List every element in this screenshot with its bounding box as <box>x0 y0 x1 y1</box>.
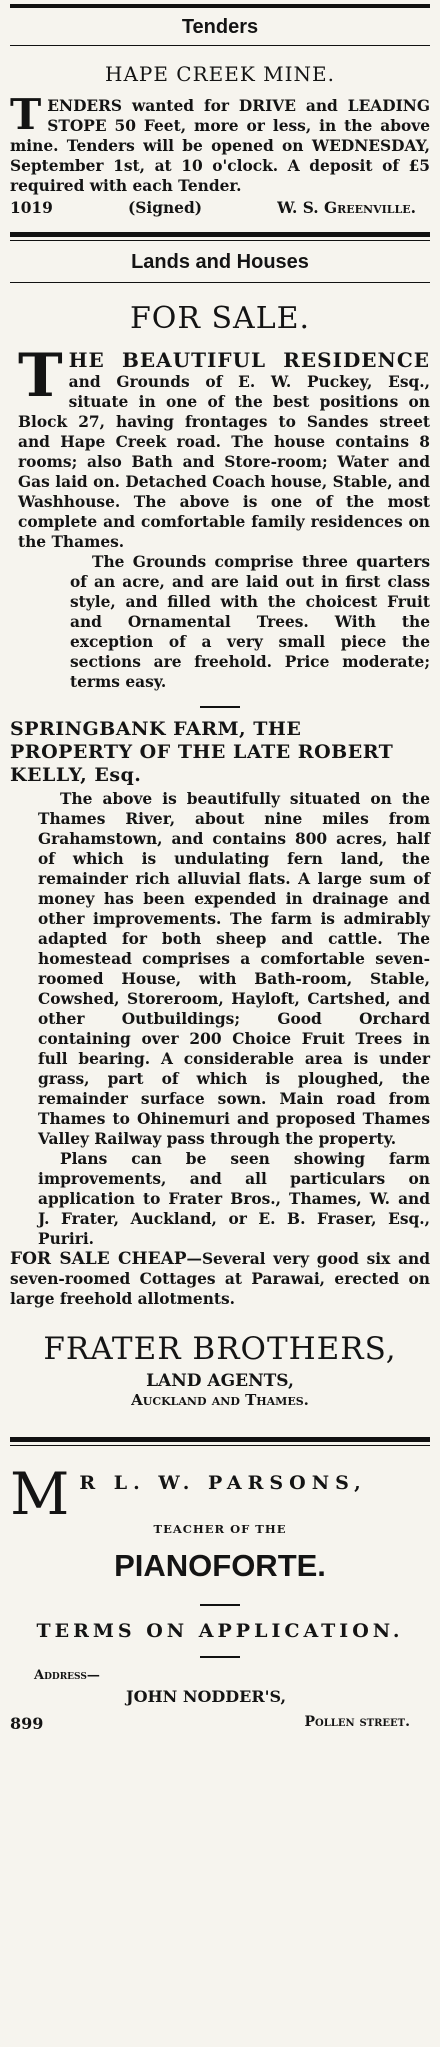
tender-signed: (Signed) <box>127 199 202 217</box>
divider <box>200 706 240 708</box>
address-name: JOHN NODDER'S, <box>126 1687 287 1706</box>
newspaper-column <box>0 4 440 2047</box>
parsons-ref: 899 <box>10 1714 44 1733</box>
farm-text-2: Plans can be seen showing farm improvements, and all particulars on application to Frater Bros., Thames, W. and J. Frater, Auckland, or E. B. Fraser, Esq., Puriri. <box>38 1150 430 1248</box>
agent-name: FRATER BROTHERS, <box>43 1331 397 1367</box>
tender-notice <box>10 90 430 218</box>
tender-title: HAPE CREEK MINE. <box>105 62 335 86</box>
agent-role: LAND AGENTS, <box>146 1371 294 1391</box>
address-label: Address— <box>34 1668 100 1683</box>
parsons-name: R L. W. PARSONS, <box>79 1472 367 1494</box>
street: Pollen street. <box>304 1714 410 1730</box>
divider <box>200 1656 240 1658</box>
instrument: PIANOFORTE. <box>114 1548 326 1583</box>
farm-notice <box>10 718 430 1249</box>
agent-block <box>10 1309 430 1415</box>
cheap-text: —Several very good six and seven-roomed Cottages at Parawai, erected on large freehold allotments. <box>10 1250 430 1308</box>
terms-line: TERMS ON APPLICATION. <box>36 1620 404 1642</box>
tenders-section-title: Tenders <box>181 16 259 38</box>
tender-signatory: W. S. Greenville. <box>277 199 416 217</box>
farm-head: SPRINGBANK FARM, THE PROPERTY OF THE LATE ROBERT KELLY, Esq. <box>10 718 394 786</box>
dropcap: M <box>10 1460 70 1528</box>
double-rule <box>10 1437 430 1446</box>
tender-ref: 1019 <box>10 199 53 217</box>
lands-section-title: Lands and Houses <box>131 251 309 273</box>
residence-notice <box>10 341 430 692</box>
residence-text-2: The Grounds comprise three quarters of an acre, and are laid out in first class style, and filled with the choicest Fruit and Ornamental Trees. With the exception of a very small piece the sections are freehold. Price moderate; terms easy. <box>70 553 430 691</box>
teacher-line: TEACHER OF THE <box>153 1522 287 1536</box>
parsons-notice <box>10 1446 430 1733</box>
residence-head: HE BEAUTIFUL RESIDENCE <box>68 348 430 372</box>
residence-text: and Grounds of E. W. Puckey, Esq., situate in one of the best positions on Block 27, having frontages to Sandes street and Hape Creek road. The house contains 8 rooms; also Bath and Store-room; Water and Gas laid on. Detached Coach house, Stable, and Washhouse. The above is one of the most complete and comfortable family residences on the Thames. <box>18 373 430 551</box>
cheap-label: FOR SALE CHEAP <box>10 1249 187 1269</box>
agent-places: Auckland and Thames. <box>131 1391 309 1409</box>
farm-text: The above is beautifully situated on the Thames River, about nine miles from Grahamstown, and contains 800 acres, half of which is undulating fern land, the remainder rich alluvial flats. A large sum of money has been expended in drainage and other improvements. The farm is admirably adapted for both sheep and cattle. The homestead comprises a comfortable seven-roomed House, with Bath-room, Stable, Cowshed, Storeroom, Hayloft, Cartshed, and other Outbuildings; Good Orchard containing over 200 Choice Fruit Trees in full bearing. A considerable area is under grass, part of which is ploughed, the remainder surface sown. Main road from Thames to Ohinemuri and proposed Thames Valley Railway pass through the property. <box>38 790 430 1148</box>
tender-body: ENDERS wanted for DRIVE and LEADING STOPE 50 Feet, more or less, in the above mine. Tenders will be opened on WEDNESDAY, September 1st, at 10 o'clock. A deposit of £5 required with each Tender. <box>10 97 430 195</box>
dropcap: T <box>10 90 42 139</box>
double-rule <box>10 232 430 241</box>
divider <box>200 1604 240 1606</box>
for-sale-heading: FOR SALE. <box>129 301 311 336</box>
cheap-notice <box>10 1249 430 1309</box>
dropcap: T <box>18 341 63 411</box>
